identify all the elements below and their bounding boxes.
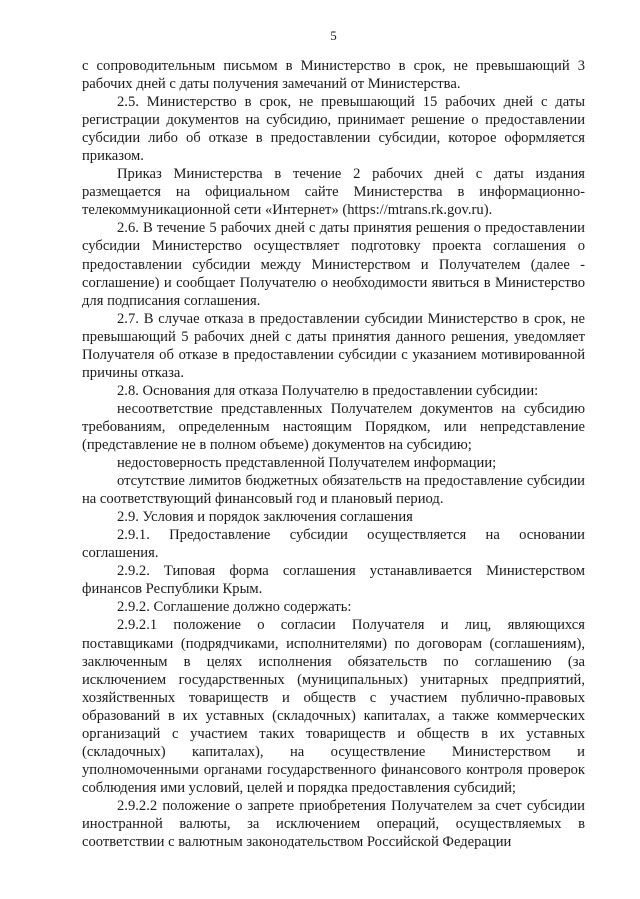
- paragraph-2-9-1: 2.9.1. Предоставление субсидии осуществляется на основании соглашения.: [82, 527, 585, 562]
- page-number: 5: [330, 28, 337, 43]
- paragraph-continuation: с сопроводительным письмом в Министерство в срок, не превышающий 3 рабочих дней с даты получения замечаний от Министерства.: [82, 58, 585, 93]
- paragraph-2-9-2-2: 2.9.2.2 положение о запрете приобретения Получателем за счет субсидии иностранной валюты, за исключением операций, осуществляемых в соответствии с валютным законодательством Российской Федерации: [82, 797, 585, 851]
- paragraph-refusal-reason-3: отсутствие лимитов бюджетных обязательств на предоставление субсидии на соответствующий финансовый год и плановый период.: [82, 473, 585, 508]
- document-body: [82, 57, 585, 851]
- paragraph-2-9-2-content: 2.9.2. Соглашение должно содержать:: [117, 599, 352, 616]
- paragraph-refusal-reason-1: несоответствие представленных Получателем документов на субсидию требованиям, определенным настоящим Порядком, или непредставление (представление не в полном объеме) документов на субсидию;: [82, 400, 585, 453]
- paragraph-order-publication: Приказ Министерства в течение 2 рабочих дней с даты издания размещается на официальном сайте Министерства в информационно-телекоммуникационной сети «Интернет» (https://mtrans.rk.gov.ru).: [82, 166, 585, 219]
- document-page: [82, 0, 585, 899]
- paragraph-refusal-reason-2: недостоверность представленной Получателем информации;: [117, 455, 497, 472]
- paragraph-2-6: 2.6. В течение 5 рабочих дней с даты принятия решения о предоставлении субсидии Министерство осуществляет подготовку проекта соглашения о предоставлении субсидии между Министерством и Получателем (далее - соглашение) и сообщает Получателю о необходимости явиться в Министерство для подписания соглашения.: [82, 220, 585, 309]
- paragraph-2-8: 2.8. Основания для отказа Получателю в предоставлении субсидии:: [117, 382, 539, 399]
- paragraph-2-9-2-form: 2.9.2. Типовая форма соглашения устанавливается Министерством финансов Республики Крым.: [82, 563, 585, 598]
- paragraph-2-5: 2.5. Министерство в срок, не превышающий 15 рабочих дней с даты регистрации документов на субсидию, принимает решение о предоставлении субсидии либо об отказе в предоставлении субсидии, которое оформляется приказом.: [82, 94, 585, 165]
- paragraph-2-7: 2.7. В случае отказа в предоставлении субсидии Министерство в срок, не превышающий 5 рабочих дней с даты принятия данного решения, уведомляет Получателя об отказе в предоставлении субсидии с указанием мотивированной причины отказа.: [82, 310, 585, 381]
- paragraph-2-9: 2.9. Условия и порядок заключения соглашения: [117, 509, 413, 526]
- paragraph-2-9-2-1: 2.9.2.1 положение о согласии Получателя и лиц, являющихся поставщиками (подрядчиками, исполнителями) по договорам (соглашениям), заключенным в целях исполнения обязательств по соглашению (за исключением государственных (муниципальных) унитарных предприятий, хозяйственных товариществ и обществ с участием публично-правовых образований в их уставных (складочных) капиталах, а также коммерческих организаций с участием таких товариществ и обществ в их уставных (складочных) капиталах), на осуществление Министерством и уполномоченными органами государственного финансового контроля проверок соблюдения ими условий, целей и порядка предоставления субсидий;: [82, 617, 585, 796]
